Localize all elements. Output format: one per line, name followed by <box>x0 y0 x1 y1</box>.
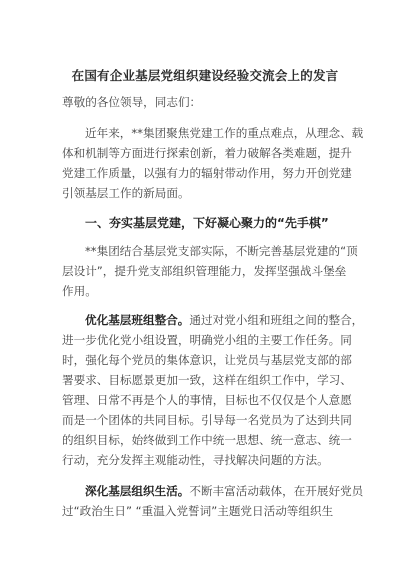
para2-bold-lead: 优化基层班组整合。 <box>85 313 190 327</box>
para2-first-line <box>85 313 363 327</box>
para2-line-6: 而是一个团体的共同目标。引导每一名党员为了达到共同 <box>62 413 352 427</box>
para2-first-rest: 通过对党小组和班组之间的整合， <box>189 313 364 327</box>
section1-line-3: 作用。 <box>62 284 97 298</box>
para2-line-7: 的组织目标，始终做到工作中统一思想、统一意志、统一 <box>62 433 352 447</box>
intro-line-3: 党建工作质量，以强有力的辐射带动作用，努力开创党建 <box>62 166 352 180</box>
intro-line-1: 近年来，**集团聚焦党建工作的重点难点，从理念、载 <box>85 126 364 140</box>
para3-first-rest: 不断丰富活动载体，在开展好党员 <box>189 484 364 498</box>
document-title: 在国有企业基层党组织建设经验交流会上的发言 <box>71 68 339 83</box>
para2-line-3: 时，强化每个党员的集体意识，让党员与基层党支部的部 <box>62 353 352 367</box>
section-heading: 一、夯实基层党建，下好凝心聚力的“先手棋” <box>85 216 329 230</box>
intro-line-4: 引领基层工作的新局面。 <box>62 186 190 200</box>
section1-line-1: **集团结合基层党支部实际，不断完善基层党建的“顶 <box>85 244 358 258</box>
intro-line-2: 体和机制等方面进行探索创新，着力破解各类难题，提升 <box>62 146 352 160</box>
para2-line-8: 行动，充分发挥主观能动性，寻找解决问题的方法。 <box>62 453 329 467</box>
para3-line-2: 过“政治生日” “重温入党誓词”主题党日活动等组织生 <box>62 504 334 518</box>
section1-line-2: 层设计”，提升党支部组织管理能力，发挥坚强战斗堡垒 <box>62 264 347 278</box>
para2-line-2: 进一步优化党小组设置，明确党小组的主要工作任务。同 <box>62 333 352 347</box>
salutation: 尊敬的各位领导，同志们： <box>62 95 202 109</box>
para2-line-5: 管理、日常不再是个人的事情，目标也不仅仅是个人意愿 <box>62 393 352 407</box>
para3-first-line <box>85 484 363 498</box>
para3-bold-lead: 深化基层组织生活。 <box>85 484 190 498</box>
para2-line-4: 署要求、目标愿景更加一致，这样在组织工作中，学习、 <box>62 373 352 387</box>
